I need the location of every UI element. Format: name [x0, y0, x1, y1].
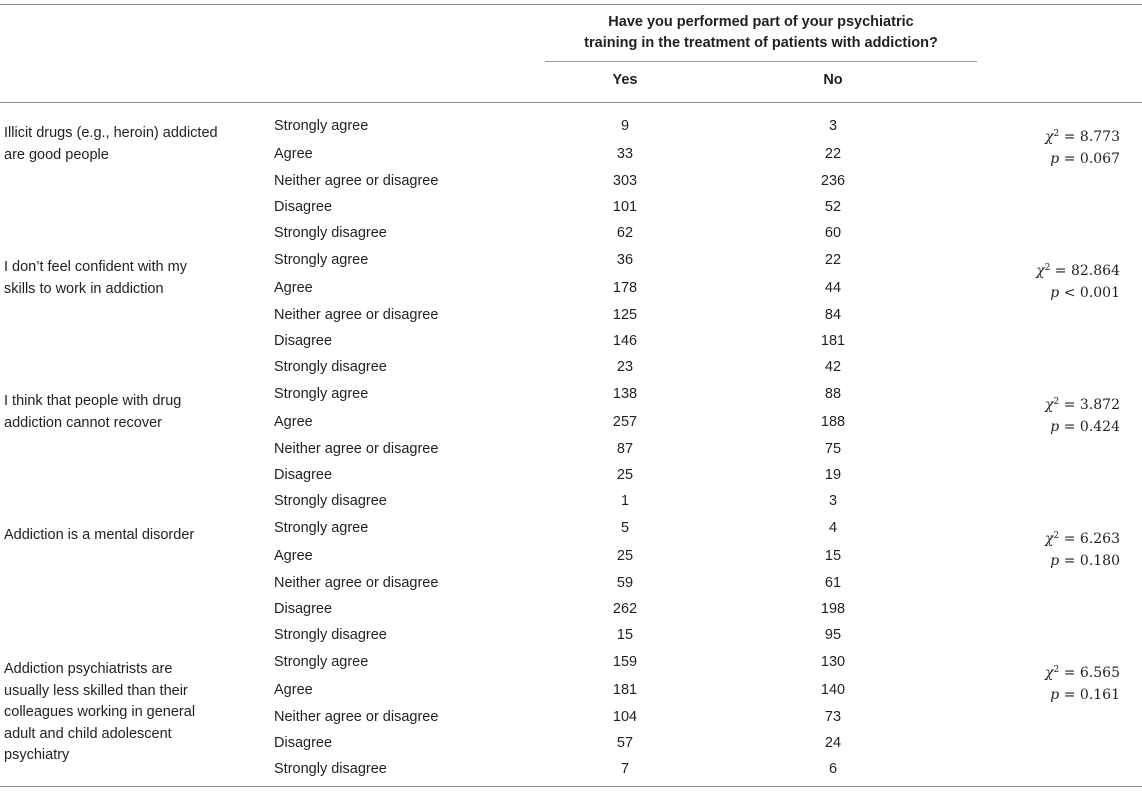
- response-label: Disagree: [274, 333, 333, 349]
- question-text-line: Addiction is a mental disorder: [4, 527, 195, 543]
- table-row: [0, 488, 1142, 514]
- question-text-line: Illicit drugs (e.g., heroin) addicted: [4, 125, 218, 141]
- chi2-value: 6.263: [1079, 531, 1120, 547]
- yes-count: 138: [612, 386, 638, 402]
- no-count: 42: [824, 359, 842, 375]
- no-count: 75: [824, 441, 842, 457]
- no-count: 24: [824, 735, 842, 751]
- question-text-line: Addiction psychiatrists are: [4, 661, 173, 677]
- yes-count: 104: [612, 709, 638, 725]
- no-count: 181: [820, 333, 846, 349]
- response-label: Neither agree or disagree: [274, 307, 439, 323]
- yes-count: 33: [616, 146, 634, 162]
- yes-count: 1: [620, 493, 630, 509]
- question-text-line: addiction cannot recover: [4, 414, 162, 431]
- chi-square-stat: $\chi^2 = 6.565$ p = 0.161: [1045, 665, 1120, 703]
- question-text-line: are good people: [4, 146, 109, 163]
- yes-count: 15: [616, 627, 634, 643]
- response-label: Agree: [274, 548, 313, 564]
- no-count: 88: [824, 386, 842, 402]
- response-label: Strongly disagree: [274, 225, 387, 241]
- question-text-line: skills to work in addiction: [4, 280, 164, 297]
- p-operator: <: [1063, 285, 1076, 301]
- response-label: Agree: [274, 682, 313, 698]
- table-row: [0, 354, 1142, 380]
- table-row: [0, 756, 1142, 782]
- table-row: [0, 704, 1142, 730]
- response-label: Strongly agree: [274, 252, 369, 268]
- p-operator: =: [1063, 151, 1076, 167]
- table-row: [0, 730, 1142, 756]
- response-label: Strongly disagree: [274, 627, 387, 643]
- table-row: [0, 677, 1142, 703]
- chi-square-stat: $\chi^2 = 82.864$ p < 0.001: [1036, 263, 1120, 301]
- response-label: Strongly agree: [274, 386, 369, 402]
- yes-count: 36: [616, 252, 634, 268]
- yes-count: 178: [612, 280, 638, 296]
- header-subrule: [545, 61, 977, 62]
- no-count: 198: [820, 601, 846, 617]
- chi2-value: 8.773: [1079, 129, 1120, 145]
- chi-square-stat: $\chi^2 = 3.872$ p = 0.424: [1045, 397, 1120, 435]
- no-count: 22: [824, 146, 842, 162]
- p-value: 0.001: [1079, 285, 1120, 301]
- p-value: 0.424: [1079, 419, 1120, 435]
- no-count: 188: [820, 414, 846, 430]
- yes-count: 181: [612, 682, 638, 698]
- response-label: Neither agree or disagree: [274, 441, 439, 457]
- response-label: Strongly agree: [274, 520, 369, 536]
- table-top-rule: [0, 4, 1142, 5]
- p-value: 0.161: [1079, 687, 1120, 703]
- response-label: Neither agree or disagree: [274, 173, 439, 189]
- response-label: Disagree: [274, 601, 333, 617]
- response-label: Strongly agree: [274, 118, 369, 134]
- no-count: 4: [828, 520, 838, 536]
- column-header-no: No: [823, 72, 843, 88]
- response-label: Neither agree or disagree: [274, 575, 439, 591]
- yes-count: 101: [612, 199, 638, 215]
- yes-count: 59: [616, 575, 634, 591]
- yes-count: 146: [612, 333, 638, 349]
- table-bottom-rule: [0, 786, 1142, 787]
- no-count: 95: [824, 627, 842, 643]
- header-title-line-2: training in the treatment of patients with addiction?: [584, 35, 938, 51]
- table-row: [0, 141, 1142, 167]
- p-operator: =: [1063, 553, 1076, 569]
- p-value: 0.067: [1079, 151, 1120, 167]
- yes-count: 303: [612, 173, 638, 189]
- table-row: [0, 275, 1142, 301]
- question-text-line: I think that people with drug: [4, 393, 182, 409]
- table-row: [0, 113, 1142, 139]
- table-row: [0, 543, 1142, 569]
- table-row: [0, 381, 1142, 407]
- table-row: [0, 328, 1142, 354]
- response-label: Strongly disagree: [274, 493, 387, 509]
- table-row: [0, 570, 1142, 596]
- no-count: 15: [824, 548, 842, 564]
- question-text-line: usually less skilled than their: [4, 682, 188, 699]
- yes-count: 159: [612, 654, 638, 670]
- no-count: 61: [824, 575, 842, 591]
- chi2-value: 6.565: [1079, 665, 1120, 681]
- response-label: Disagree: [274, 467, 333, 483]
- yes-count: 57: [616, 735, 634, 751]
- chi2-value: 82.864: [1071, 263, 1120, 279]
- no-count: 19: [824, 467, 842, 483]
- yes-count: 25: [616, 467, 634, 483]
- no-count: 44: [824, 280, 842, 296]
- yes-count: 62: [616, 225, 634, 241]
- table-row: [0, 194, 1142, 220]
- question-text-line: colleagues working in general: [4, 704, 196, 720]
- response-label: Strongly disagree: [274, 359, 387, 375]
- yes-count: 257: [612, 414, 638, 430]
- no-count: 130: [820, 654, 846, 670]
- response-label: Strongly agree: [274, 654, 369, 670]
- header-title-line-1: Have you performed part of your psychiatric: [608, 14, 914, 30]
- yes-count: 7: [620, 761, 630, 777]
- column-header-yes: Yes: [612, 72, 638, 88]
- response-label: Agree: [274, 280, 313, 296]
- table-row: [0, 649, 1142, 675]
- yes-count: 5: [620, 520, 630, 536]
- no-count: 84: [824, 307, 842, 323]
- response-label: Agree: [274, 414, 313, 430]
- no-count: 6: [828, 761, 838, 777]
- table-row: [0, 220, 1142, 246]
- yes-count: 87: [616, 441, 634, 457]
- response-label: Neither agree or disagree: [274, 709, 439, 725]
- table-row: [0, 247, 1142, 273]
- yes-count: 125: [612, 307, 638, 323]
- table-header-rule: [0, 102, 1142, 103]
- yes-count: 25: [616, 548, 634, 564]
- chi-square-stat: $\chi^2 = 6.263$ p = 0.180: [1045, 531, 1120, 569]
- no-count: 140: [820, 682, 846, 698]
- table-row: [0, 622, 1142, 648]
- no-count: 236: [820, 173, 846, 189]
- chi-square-stat: $\chi^2 = 8.773$ p = 0.067: [1045, 129, 1120, 167]
- no-count: 3: [828, 118, 838, 134]
- p-operator: =: [1063, 687, 1076, 703]
- response-label: Agree: [274, 146, 313, 162]
- response-label: Disagree: [274, 199, 333, 215]
- p-operator: =: [1063, 419, 1076, 435]
- table-row: [0, 515, 1142, 541]
- no-count: 52: [824, 199, 842, 215]
- question-text-line: I don’t feel confident with my: [4, 259, 187, 275]
- table-row: [0, 168, 1142, 194]
- response-label: Strongly disagree: [274, 761, 387, 777]
- table-header-question: [545, 12, 977, 54]
- no-count: 22: [824, 252, 842, 268]
- chi2-value: 3.872: [1079, 397, 1120, 413]
- response-label: Disagree: [274, 735, 333, 751]
- table-row: [0, 462, 1142, 488]
- yes-count: 9: [620, 118, 630, 134]
- table-row: [0, 436, 1142, 462]
- yes-count: 23: [616, 359, 634, 375]
- yes-count: 262: [612, 601, 638, 617]
- question-text-line: adult and child adolescent: [4, 725, 172, 742]
- question-text-line: psychiatry: [4, 747, 70, 763]
- p-value: 0.180: [1079, 553, 1120, 569]
- table-row: [0, 302, 1142, 328]
- table-row: [0, 409, 1142, 435]
- no-count: 3: [828, 493, 838, 509]
- no-count: 73: [824, 709, 842, 725]
- no-count: 60: [824, 225, 842, 241]
- table-row: [0, 596, 1142, 622]
